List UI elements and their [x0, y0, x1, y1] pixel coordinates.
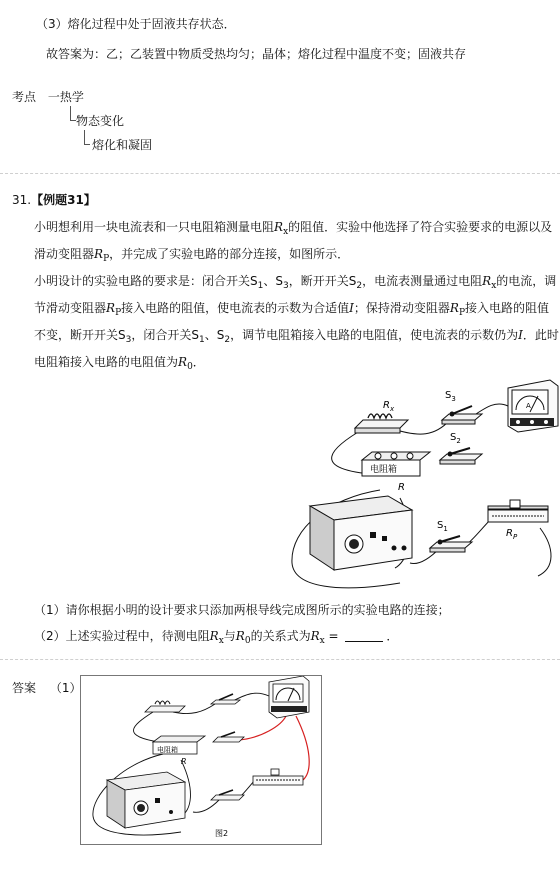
wire: [538, 528, 551, 576]
svg-text:S2: $S_2$: [450, 432, 461, 445]
question-1: （1）请你根据小明的设计要求只添加两根导线完成图所示的实验电路的连接；: [34, 603, 450, 617]
answer-switch-s2: [213, 732, 244, 742]
answer-rheostat: [253, 769, 303, 785]
prev-answer-line: 故答案为：乙；乙装置中物质受热均匀；晶体；熔化过程中温度不变；固液共存: [46, 47, 467, 61]
problem-line-6: 电阻箱接入电路的电阻值为$R_0$．: [34, 355, 205, 372]
prev-item3: （3）熔化过程中处于固液共存状态．: [36, 17, 236, 31]
ammeter: [508, 380, 558, 432]
problem-line-4: 节滑动变阻器$R_P$接入电路的阻值，使电流表的示数为合适值I；保持滑动变阻器$R_P$接入电路的阻值: [34, 301, 550, 318]
divider: [0, 173, 560, 174]
svg-text:电阻箱: 电阻箱: [157, 746, 178, 754]
tree-line: [84, 130, 85, 144]
switch-s2: [440, 432, 482, 464]
svg-text:A: A: [526, 402, 531, 410]
switch-s1: [430, 520, 472, 552]
problem-header: 31.【例题31】: [12, 193, 96, 207]
divider: [0, 659, 560, 660]
resistor-rx: [355, 400, 408, 433]
wire: [193, 800, 219, 812]
answer-ammeter: [269, 676, 309, 718]
power-supply: [310, 496, 412, 570]
answer-figure-frame: [80, 675, 322, 845]
kaodian: 考点 一热学: [12, 90, 84, 104]
red-wire-added: [296, 716, 309, 780]
svg-text:S1: $S_1$: [437, 520, 448, 533]
svg-text:R: R: [398, 482, 405, 493]
switch-s3: [442, 390, 482, 424]
red-wire-added: [239, 716, 286, 740]
svg-text:R: R: [181, 757, 187, 766]
answer-switch-s1: [211, 790, 244, 800]
circuit-figure: [270, 378, 560, 590]
resistance-box: [362, 452, 430, 493]
rheostat-rp: [488, 500, 548, 541]
svg-text:RP: $R_P$: [506, 528, 518, 541]
problem-line-5: 不变，断开开关$S_3$，闭合开关$S_1$、$S_2$，调节电阻箱接入电路的电阻值，使电流表的示数仍为I．此时: [34, 328, 559, 345]
tree-line: [84, 144, 90, 145]
problem-line-2: 滑动变阻器$R_P$，并完成了实验电路的部分连接，如图所示．: [34, 247, 350, 264]
kaodian-level2: 物态变化: [76, 114, 125, 128]
tree-line: [70, 106, 71, 120]
figure-caption: 图2: [215, 829, 229, 838]
problem-line-1: 小明想利用一块电流表和一只电阻箱测量电阻$R_x$的阻值．实验中他选择了符合实验要求的电源以及: [34, 220, 553, 237]
svg-text:电阻箱: 电阻箱: [370, 465, 398, 475]
answer-label: 答案 （1）: [12, 681, 82, 695]
answer-resistance-box: [153, 736, 205, 766]
answer-power-supply: [107, 772, 185, 828]
answer-switch-s3: [211, 694, 240, 704]
wire: [133, 712, 159, 742]
answer-circuit: [81, 676, 321, 844]
answer-blank[interactable]: [345, 629, 383, 642]
kaodian-level3: 熔化和凝固: [92, 138, 153, 152]
problem-line-3: 小明设计的实验电路的要求是：闭合开关$S_1$、$S_3$，断开开关$S_2$，电流表测量通过电阻$R_x$的电流，调: [34, 274, 557, 291]
svg-text:Rx: $R_x$: [383, 400, 395, 413]
question-2: （2）上述实验过程中，待测电阻$R_x$与$R_0$的关系式为$R_x$ = ．: [34, 629, 399, 646]
answer-resistor: [145, 701, 185, 712]
svg-text:S3: $S_3$: [445, 390, 456, 403]
